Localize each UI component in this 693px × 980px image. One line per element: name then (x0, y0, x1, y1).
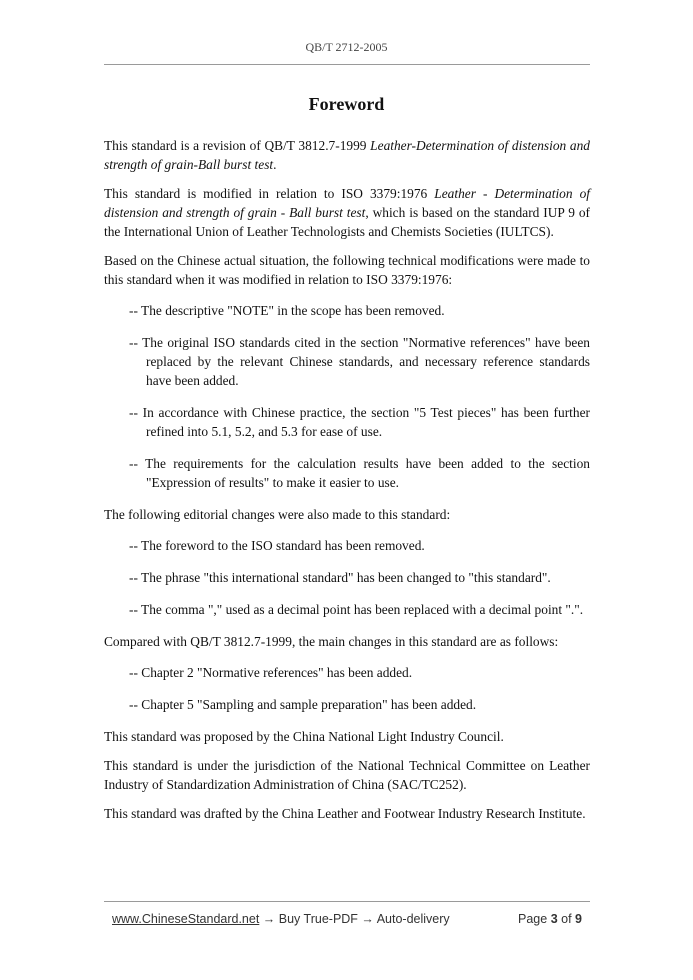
website-link[interactable]: www.ChineseStandard.net (112, 912, 260, 926)
current-page-number: 3 (550, 912, 558, 926)
header-divider (104, 64, 590, 65)
list-item: -- The phrase "this international standard" has been changed to "this standard". (129, 570, 551, 585)
paragraph-proposed-by: This standard was proposed by the China National Light Industry Council. (104, 729, 504, 744)
footer-divider (104, 901, 590, 902)
page-footer (112, 912, 582, 930)
revised-standard-title: Leather-Determination of distension and strength of grain-Ball burst test (104, 138, 590, 172)
page-header (0, 40, 693, 55)
list-item: -- The descriptive "NOTE" in the scope has been removed. (129, 303, 445, 318)
paragraph-revision: This standard is a revision of QB/T 3812.7-1999 Leather-Determination of distension and strength of grain-Ball burst test. (104, 138, 590, 172)
paragraph-main-changes: Compared with QB/T 3812.7-1999, the main changes in this standard are as follows: (104, 634, 559, 649)
iso-standard-title: Leather - Determination of distension and strength of grain - Ball burst test (104, 186, 590, 220)
list-item: -- The comma "," used as a decimal point has been replaced with a decimal point ".". (129, 602, 584, 617)
document-body (104, 136, 590, 833)
page-indicator: Page 3 of 9 (518, 912, 582, 926)
paragraph-editorial-changes: The following editorial changes were also made to this standard: (104, 507, 451, 522)
paragraph-iso-relation: This standard is modified in relation to ISO 3379:1976 Leather - Determination of distension and strength of grain - Ball burst test, which is based on the standard IUP 9 of the International Union of Leather Technologists and Chemists Societies (IULTCS). (104, 186, 590, 239)
paragraph-drafted-by: This standard was drafted by the China Leather and Footwear Industry Research Institute. (104, 806, 586, 821)
list-item: -- The foreword to the ISO standard has been removed. (129, 538, 425, 553)
page-title: Foreword (308, 94, 385, 114)
footer-promo: → Buy True-PDF → Auto-delivery (259, 912, 450, 926)
list-item: -- In accordance with Chinese practice, the section "5 Test pieces" has been further refined into 5.1, 5.2, and 5.3 for ease of use. (129, 405, 590, 439)
list-item: -- The requirements for the calculation results have been added to the section "Expression of results" to make it easier to use. (129, 456, 590, 490)
document-code: QB/T 2712-2005 (305, 40, 388, 54)
total-pages-number: 9 (575, 912, 582, 926)
list-item: -- Chapter 2 "Normative references" has been added. (129, 665, 413, 680)
paragraph-technical-modifications: Based on the Chinese actual situation, the following technical modifications were made to this standard when it was modified in relation to ISO 3379:1976: (104, 253, 590, 287)
list-item: -- The original ISO standards cited in the section "Normative references" have been replaced by the relevant Chinese standards, and necessary reference standards have been added. (129, 335, 590, 388)
list-item: -- Chapter 5 "Sampling and sample preparation" has been added. (129, 697, 477, 712)
paragraph-jurisdiction: This standard is under the jurisdiction of the National Technical Committee on Leather Industry of Standardization Administration of China (SAC/TC252). (104, 758, 590, 792)
